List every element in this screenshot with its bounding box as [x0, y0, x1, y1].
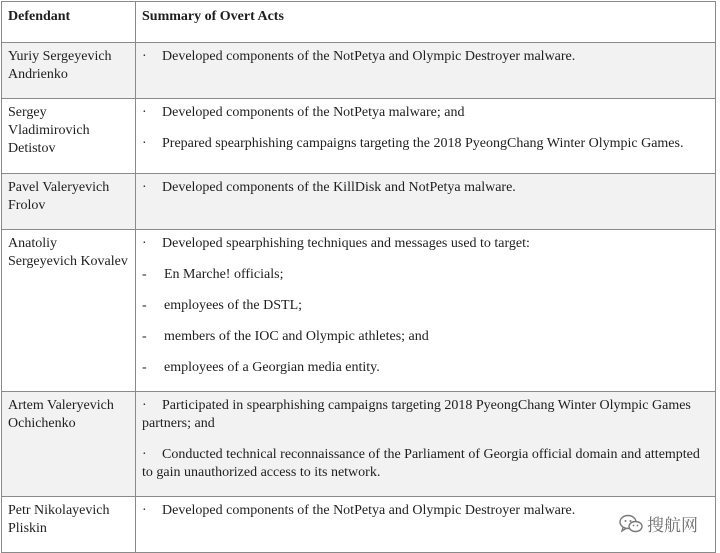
- defendant-name-line: Anatoliy: [8, 236, 57, 251]
- defendant-name-line: Ochichenko: [8, 416, 76, 431]
- defendant-name-line: Pliskin: [8, 521, 47, 536]
- defendant-name-line: Artem Valeryevich: [8, 398, 114, 413]
- dash-marker: -: [142, 329, 147, 344]
- table-row: [2, 174, 716, 230]
- overt-act-text: Participated in spearphishing campaigns targeting 2018 PyeongChang Winter Olympic Games partners; and: [142, 398, 691, 431]
- dash-marker: -: [142, 267, 147, 282]
- defendant-name-line: Sergeyevich Kovalev: [8, 254, 128, 269]
- overt-act-text: Developed components of the KillDisk and NotPetya malware.: [162, 180, 516, 195]
- overt-act-subitem: [142, 328, 709, 346]
- table-row: [2, 230, 716, 392]
- defendant-cell: [2, 230, 136, 392]
- overt-act-item: [142, 179, 709, 197]
- overt-act-item: [142, 135, 709, 153]
- overt-act-text: En Marche! officials;: [164, 267, 284, 282]
- column-header-summary: Summary of Overt Acts: [136, 2, 716, 43]
- bullet-marker: ·: [142, 49, 147, 64]
- overt-act-text: Conducted technical reconnaissance of the Parliament of Georgia official domain and attempted to gain unauthorized access to its network.: [142, 447, 700, 480]
- wechat-icon: [619, 514, 643, 534]
- overt-act-text: Developed components of the NotPetya and Olympic Destroyer malware.: [162, 49, 576, 64]
- overt-acts-cell: [136, 99, 716, 174]
- defendant-cell: [2, 174, 136, 230]
- defendant-name-line: Petr Nikolayevich: [8, 503, 110, 518]
- defendant-name-line: Detistov: [8, 141, 56, 156]
- overt-act-subitem: [142, 266, 709, 284]
- overt-act-subitem: [142, 297, 709, 315]
- overt-act-text: employees of a Georgian media entity.: [164, 360, 380, 375]
- overt-acts-table: [1, 1, 716, 553]
- table-row: [2, 392, 716, 497]
- defendant-cell: [2, 497, 136, 553]
- overt-act-text: Prepared spearphishing campaigns targeting the 2018 PyeongChang Winter Olympic Games.: [162, 136, 684, 151]
- overt-acts-cell: [136, 174, 716, 230]
- column-header-defendant: Defendant: [2, 2, 136, 43]
- defendant-name-line: Pavel Valeryevich: [8, 180, 110, 195]
- defendant-name-line: Andrienko: [8, 67, 68, 82]
- table-row: [2, 497, 716, 553]
- overt-act-text: Developed components of the NotPetya malware; and: [162, 105, 465, 120]
- bullet-marker: ·: [142, 447, 147, 462]
- bullet-marker: ·: [142, 503, 147, 518]
- bullet-marker: ·: [142, 398, 147, 413]
- dash-marker: -: [142, 360, 147, 375]
- overt-acts-cell: [136, 230, 716, 392]
- table-row: [2, 43, 716, 99]
- overt-act-item: [142, 104, 709, 122]
- defendant-name-line: Frolov: [8, 198, 46, 213]
- defendant-name-line: Yuriy Sergeyevich: [8, 49, 112, 64]
- bullet-marker: ·: [142, 180, 147, 195]
- defendant-name-line: Sergey: [8, 105, 47, 120]
- defendant-cell: [2, 392, 136, 497]
- table-header-row: [2, 2, 716, 43]
- defendant-cell: [2, 99, 136, 174]
- overt-act-text: Developed components of the NotPetya and Olympic Destroyer malware.: [162, 503, 576, 518]
- overt-act-text: employees of the DSTL;: [164, 298, 303, 313]
- overt-act-item: [142, 446, 709, 482]
- overt-act-item: [142, 235, 709, 253]
- watermark-text: 搜航网: [647, 516, 698, 536]
- watermark: [619, 511, 698, 536]
- table-row: [2, 99, 716, 174]
- overt-act-item: [142, 397, 709, 433]
- bullet-marker: ·: [142, 105, 147, 120]
- overt-acts-cell: [136, 392, 716, 497]
- overt-act-text: Developed spearphishing techniques and messages used to target:: [162, 236, 530, 251]
- overt-act-text: members of the IOC and Olympic athletes; and: [164, 329, 429, 344]
- defendant-name-line: Vladimirovich: [8, 123, 90, 138]
- overt-act-item: [142, 48, 709, 66]
- bullet-marker: ·: [142, 236, 147, 251]
- overt-act-subitem: [142, 359, 709, 377]
- defendant-cell: [2, 43, 136, 99]
- dash-marker: -: [142, 298, 147, 313]
- overt-acts-cell: [136, 43, 716, 99]
- bullet-marker: ·: [142, 136, 147, 151]
